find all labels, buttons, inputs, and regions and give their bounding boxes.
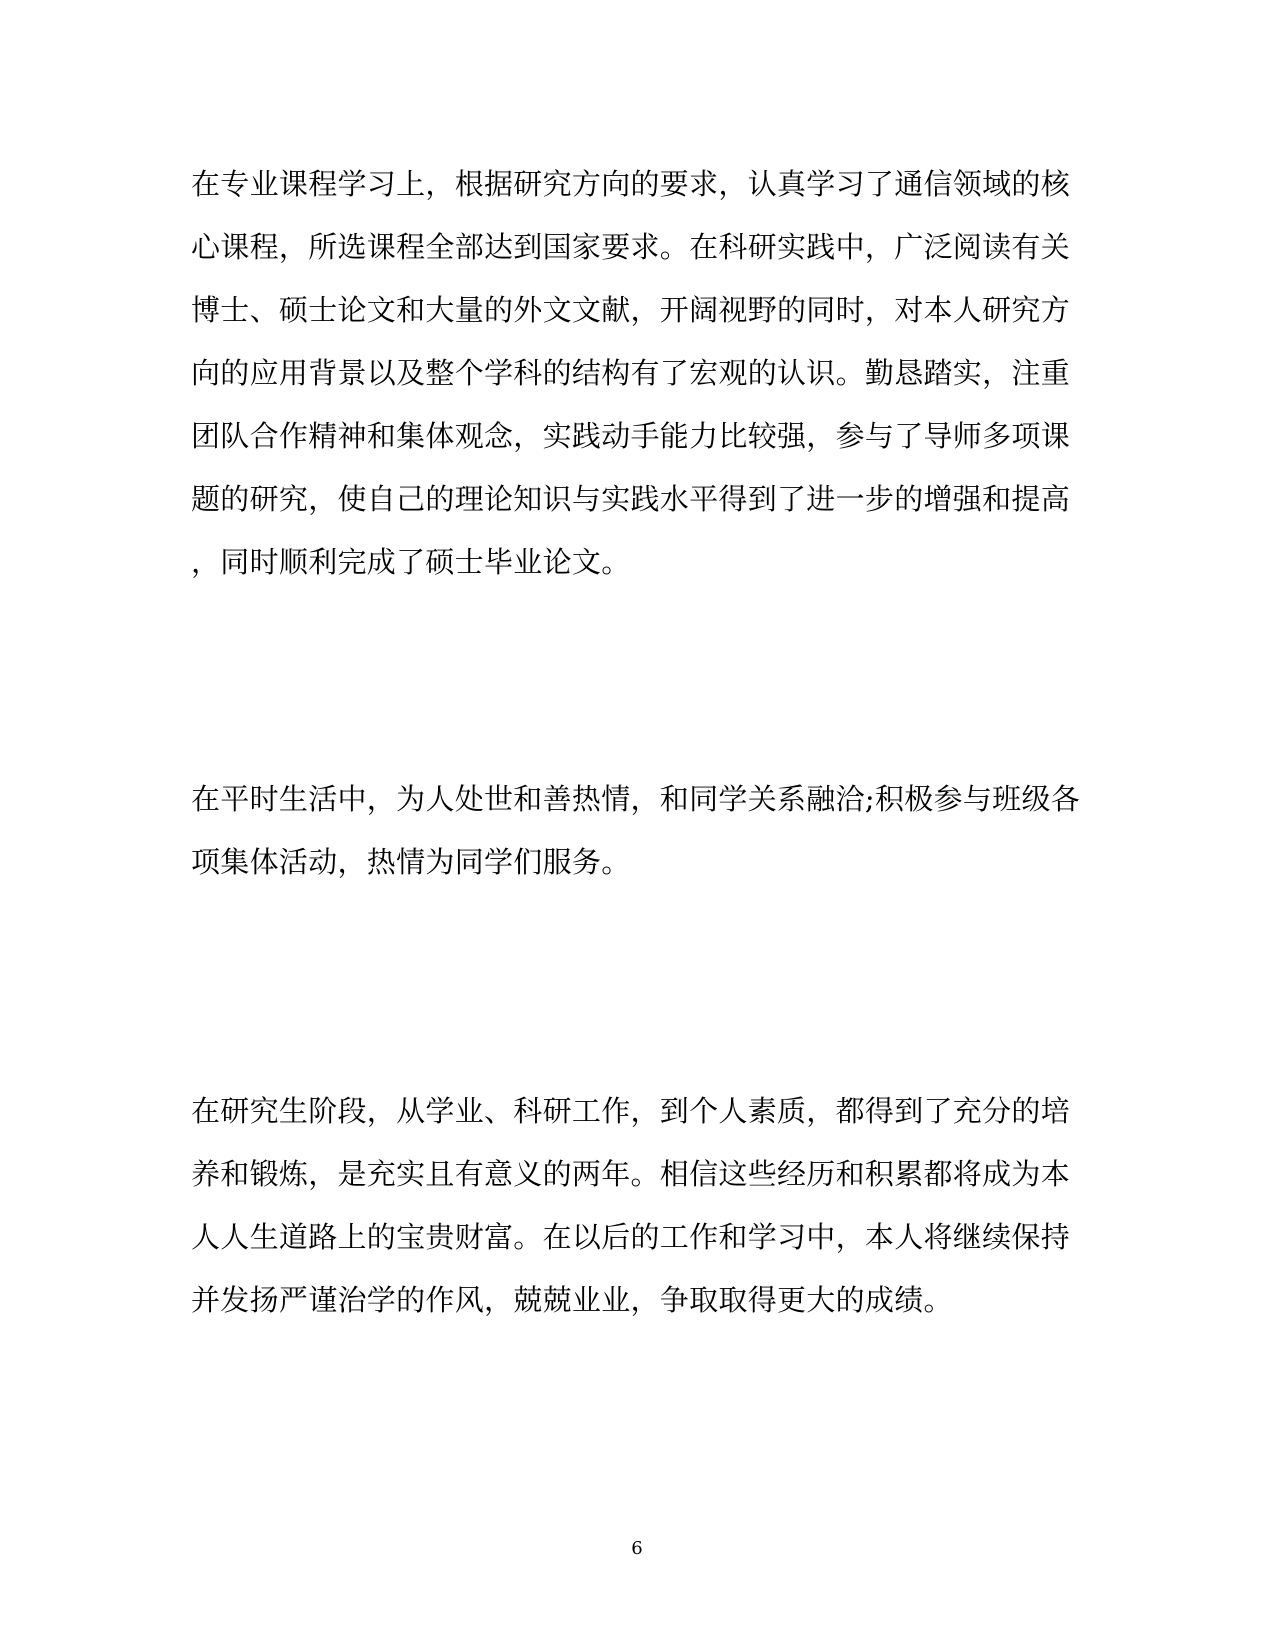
paragraph-line: 心课程，所选课程全部达到国家要求。在科研实践中，广泛阅读有关: [191, 230, 1071, 264]
paragraph-line: 项集体活动，热情为同学们服务。: [191, 845, 631, 879]
paragraph-line: 在专业课程学习上，根据研究方向的要求，认真学习了通信领域的核: [191, 167, 1071, 201]
paragraph-line: 人人生道路上的宝贵财富。在以后的工作和学习中，本人将继续保持: [191, 1220, 1071, 1254]
page-number: 6: [631, 1538, 643, 1559]
paragraph-line: 在研究生阶段，从学业、科研工作，到个人素质，都得到了充分的培: [191, 1094, 1071, 1128]
paragraph-line: 题的研究，使自己的理论知识与实践水平得到了进一步的增强和提高: [191, 482, 1071, 516]
paragraph-line: 博士、硕士论文和大量的外文文献，开阔视野的同时，对本人研究方: [191, 293, 1071, 327]
paragraph-line: 并发扬严谨治学的作风，兢兢业业，争取取得更大的成绩。: [191, 1283, 953, 1317]
paragraph-line: 向的应用背景以及整个学科的结构有了宏观的认识。勤恳踏实，注重: [191, 356, 1071, 390]
paragraph-line: 在平时生活中，为人处世和善热情，和同学关系融洽;积极参与班级各: [191, 782, 1081, 816]
paragraph-line: 养和锻炼，是充实且有意义的两年。相信这些经历和积累都将成为本: [191, 1157, 1071, 1191]
paragraph-line: ，同时顺利完成了硕士毕业论文。: [191, 545, 631, 579]
paragraph-line: 团队合作精神和集体观念，实践动手能力比较强，参与了导师多项课: [191, 419, 1071, 453]
